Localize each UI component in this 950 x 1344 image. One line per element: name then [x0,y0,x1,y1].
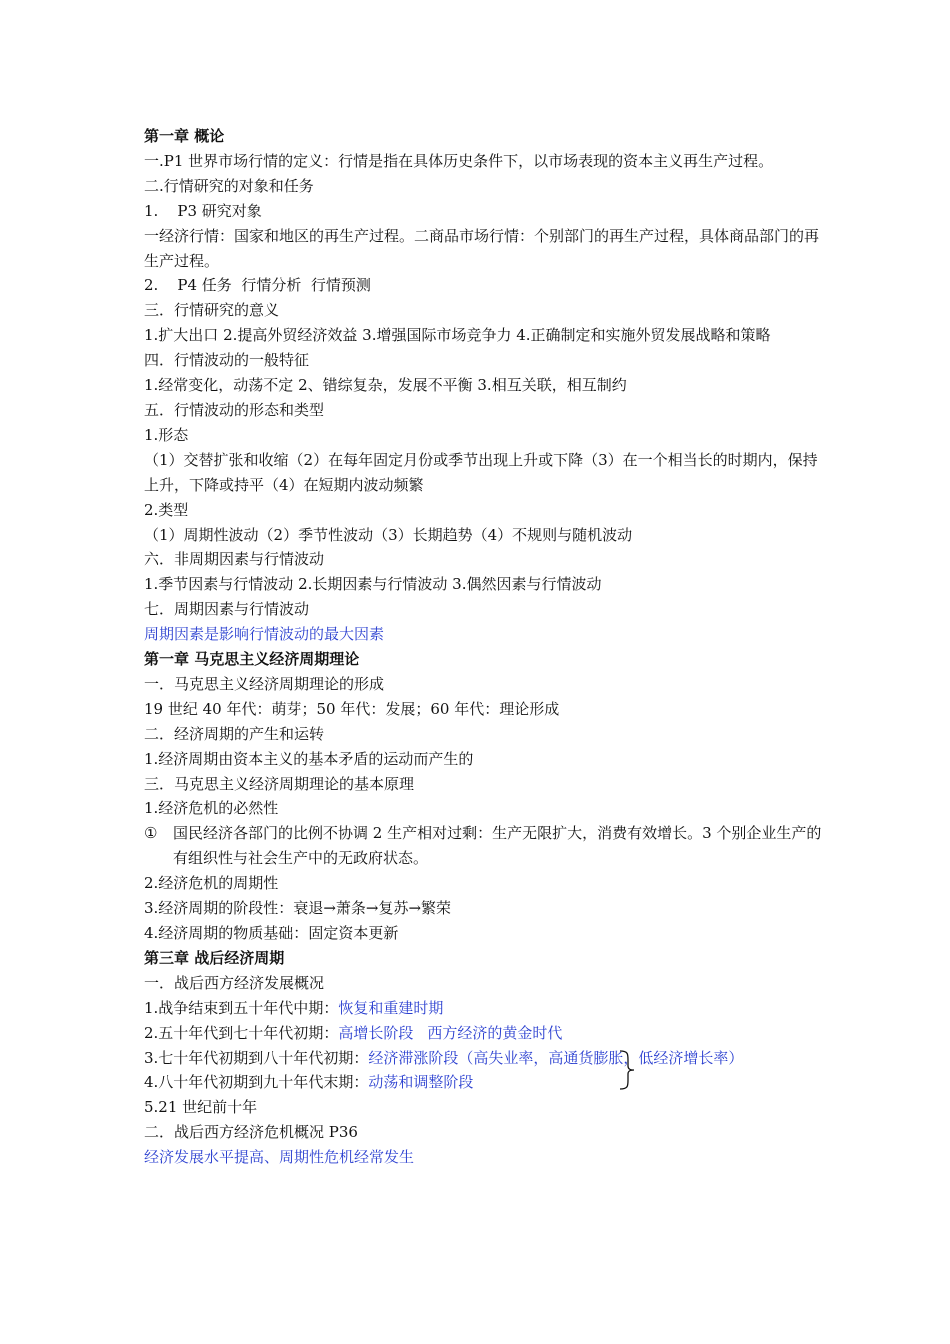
chapter1-section5-item2-text: （1）周期性波动（2）季节性波动（3）长期趋势（4）不规则与随机波动 [144,525,633,544]
period-4 [144,1070,824,1095]
chapter1-section5-item2: 2.类型 [144,500,189,519]
chapter2-section1-text: 19 世纪 40 年代：萌芽；50 年代：发展；60 年代：理论形成 [144,699,560,718]
chapter1-section4: 四．行情波动的一般特征 [144,351,310,370]
circled-number: ① [144,824,158,843]
chapter2-section2-text: 1.经济周期由资本主义的基本矛盾的运动而产生的 [144,749,474,768]
period-5: 5.21 世纪前十年 [144,1098,258,1117]
chapter1-section2-item1: 1. P3 研究对象 [144,201,262,220]
period-2-label: 2.五十年代到七十年代初期： [144,1023,339,1042]
period-2-note: 西方经济的黄金时代 [427,1023,563,1042]
period-3-value: 经济滞涨阶段（高失业率，高通货膨胀，低经济增长率） [368,1048,744,1067]
list-item-text: 国民经济各部门的比例不协调 2 生产相对过剩：生产无限扩大，消费有效增长。3 个别企业生产的有组织性与社会生产中的无政府状态。 [173,824,822,868]
chapter2-section2: 二．经济周期的产生和运转 [144,724,325,743]
period-4-label: 4.八十年代初期到九十年代末期： [144,1073,369,1092]
chapter3-section2-text: 经济发展水平提高、周期性危机经常发生 [144,1148,415,1167]
chapter3-section1: 一．战后西方经济发展概况 [144,973,325,992]
chapter2-title: 第一章 马克思主义经济周期理论 [144,650,360,669]
chapter1-section6-text: 1.季节因素与行情波动 2.长期因素与行情波动 3.偶然因素与行情波动 [144,575,602,594]
chapter1-section5-item1: 1.形态 [144,425,189,444]
chapter2-section3-item1: 1.经济危机的必然性 [144,799,279,818]
chapter2-section3-item2: 2.经济危机的周期性 [144,874,279,893]
chapter1-section5: 五．行情波动的形态和类型 [144,400,325,419]
chapter1-section5-item1-text: （1）交替扩张和收缩（2）在每年固定月份或季节出现上升或下降（3）在一个相当长的时期内，保持上升，下降或持平（4）在短期内波动频繁 [144,450,818,494]
period-1-label: 1.战争结束到五十年代中期： [144,998,339,1017]
chapter3-section2: 二．战后西方经济危机概况 P36 [144,1123,358,1142]
right-curly-brace-icon [616,1048,642,1092]
period-2-value: 高增长阶段 [338,1023,414,1042]
chapter1-section7-text: 周期因素是影响行情波动的最大因素 [144,625,385,644]
period-3 [144,1046,824,1071]
period-2 [144,1021,824,1046]
chapter1-section2-item1-text: 一经济行情：国家和地区的再生产过程。二商品市场行情：个别部门的再生产过程，具体商品部门的再生产过程。 [144,226,820,270]
chapter1-section6: 六．非周期因素与行情波动 [144,550,325,569]
chapter1-section2: 二.行情研究的对象和任务 [144,176,314,195]
chapter2-section3: 三．马克思主义经济周期理论的基本原理 [144,774,415,793]
period-3-label: 3.七十年代初期到八十年代初期： [144,1048,369,1067]
chapter2-section3-item3: 3.经济周期的阶段性：衰退→萧条→复苏→繁荣 [144,899,452,918]
chapter1-section3-text: 1.扩大出口 2.提高外贸经济效益 3.增强国际市场竞争力 4.正确制定和实施外贸发展战略和策略 [144,326,771,345]
chapter2-section3-item4: 4.经济周期的物质基础：固定资本更新 [144,924,399,942]
period-4-value: 动荡和调整阶段 [368,1073,474,1092]
chapter1-section4-text: 1.经常变化，动荡不定 2、错综复杂，发展不平衡 3.相互关联，相互制约 [144,376,627,395]
numbered-list-item [144,821,824,871]
chapter2-section1: 一．马克思主义经济周期理论的形成 [144,674,385,693]
document-body [144,124,824,1170]
chapter1-section2-item2: 2. P4 任务 行情分析 行情预测 [144,276,371,295]
chapter1-section1: 一.P1 世界市场行情的定义：行情是指在具体历史条件下，以市场表现的资本主义再生产过程。 [144,151,774,170]
period-1-value: 恢复和重建时期 [338,998,444,1017]
chapter1-section3: 三．行情研究的意义 [144,301,280,320]
period-1 [144,996,824,1021]
chapter1-title: 第一章 概论 [144,127,225,145]
chapter3-title: 第三章 战后经济周期 [144,948,285,967]
chapter1-section7: 七．周期因素与行情波动 [144,600,310,619]
